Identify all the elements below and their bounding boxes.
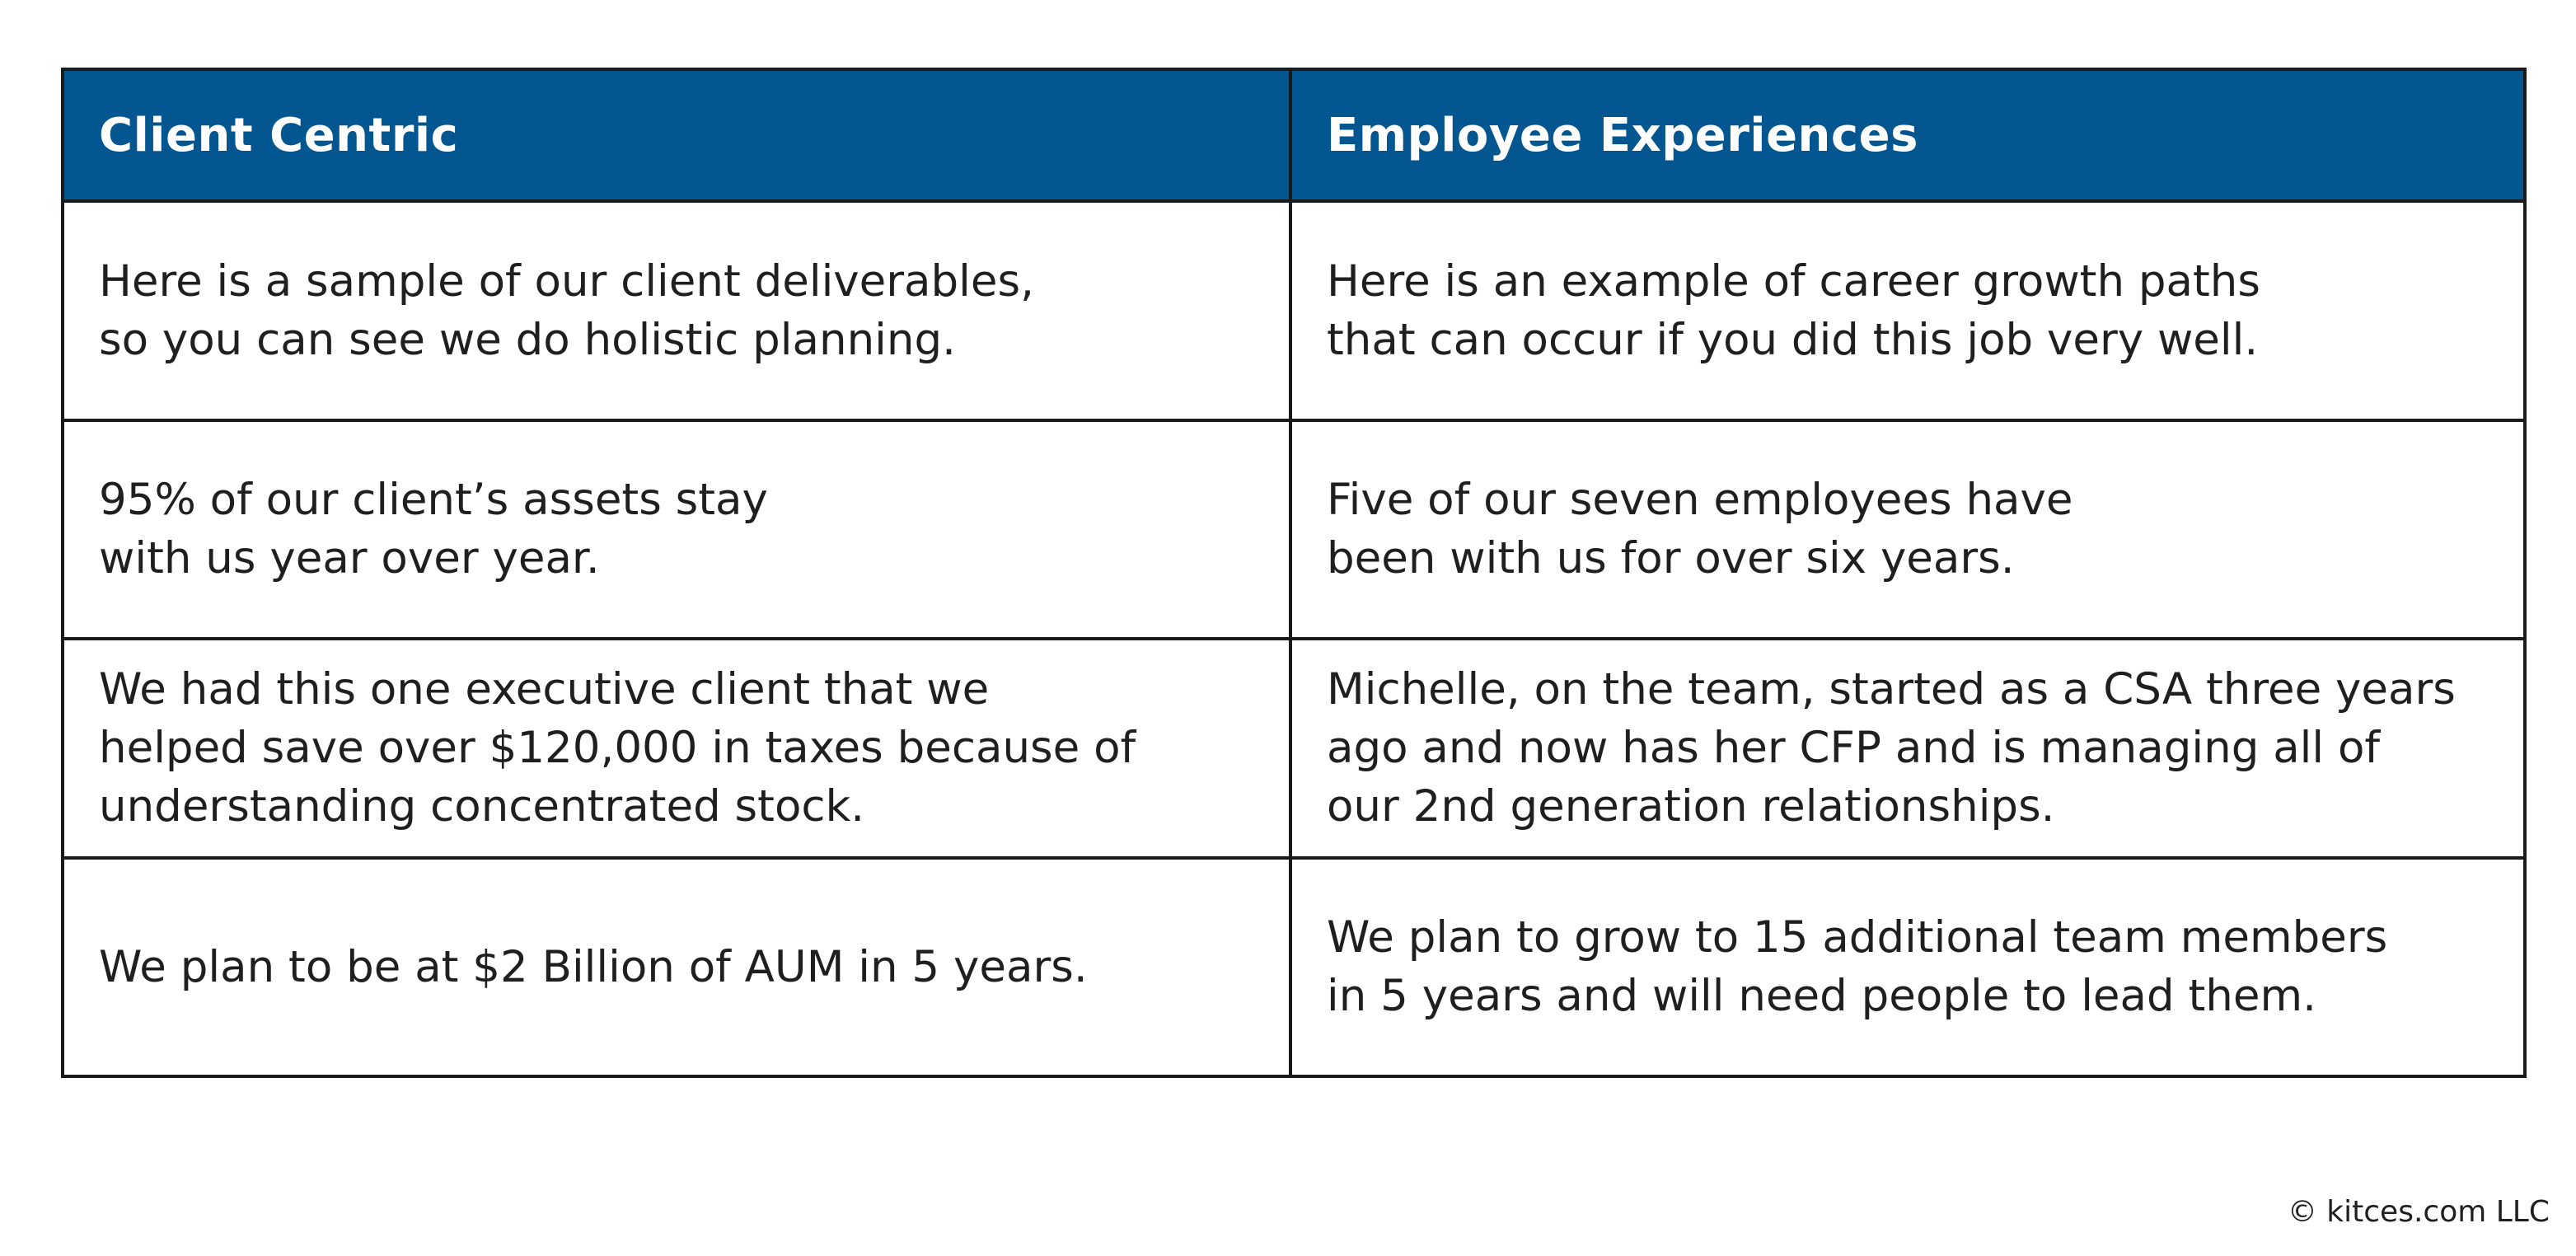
employee-cell — [1290, 201, 2525, 420]
employee-cell — [1290, 858, 2525, 1077]
cell-text: in 5 years and will need people to lead them. — [1327, 971, 2316, 1022]
cell-text: We had this one executive client that we — [99, 664, 990, 715]
cell-text: Here is a sample of our client deliverables, — [99, 255, 1034, 307]
cell-text: our 2nd generation relationships. — [1327, 781, 2055, 832]
client-cell — [63, 201, 1290, 420]
table-row — [63, 420, 2525, 640]
cell-text: helped save over $120,000 in taxes because of — [99, 723, 1136, 774]
cell-text: We plan to be at $2 Billion of AUM in 5 years. — [99, 941, 1088, 992]
comparison-table — [61, 68, 2527, 1078]
client-cell — [63, 639, 1290, 858]
cell-text: Here is an example of career growth paths — [1327, 255, 2261, 307]
employee-cell — [1290, 420, 2525, 640]
cell-text: been with us for over six years. — [1327, 533, 2015, 584]
cell-text: that can occur if you did this job very well. — [1327, 314, 2259, 365]
cell-text: ago and now has her CFP and is managing all of — [1327, 723, 2381, 774]
table-row — [63, 639, 2525, 858]
header-client-centric: Client Centric — [63, 69, 1290, 201]
cell-text: 95% of our client’s assets stay — [99, 475, 768, 526]
cell-text: so you can see we do holistic planning. — [99, 314, 956, 365]
table-row — [63, 858, 2525, 1077]
cell-text: understanding concentrated stock. — [99, 781, 865, 832]
header-employee-experiences: Employee Experiences — [1290, 69, 2525, 201]
table-row — [63, 201, 2525, 420]
copyright-notice: © kitces.com LLC — [2287, 1195, 2550, 1229]
client-cell — [63, 420, 1290, 640]
employee-cell — [1290, 639, 2525, 858]
cell-text: Michelle, on the team, started as a CSA three years — [1327, 664, 2456, 715]
cell-text: We plan to grow to 15 additional team members — [1327, 912, 2388, 963]
cell-text: Five of our seven employees have — [1327, 475, 2073, 526]
cell-text: with us year over year. — [99, 533, 600, 584]
client-cell — [63, 858, 1290, 1077]
header-row — [63, 69, 2525, 201]
